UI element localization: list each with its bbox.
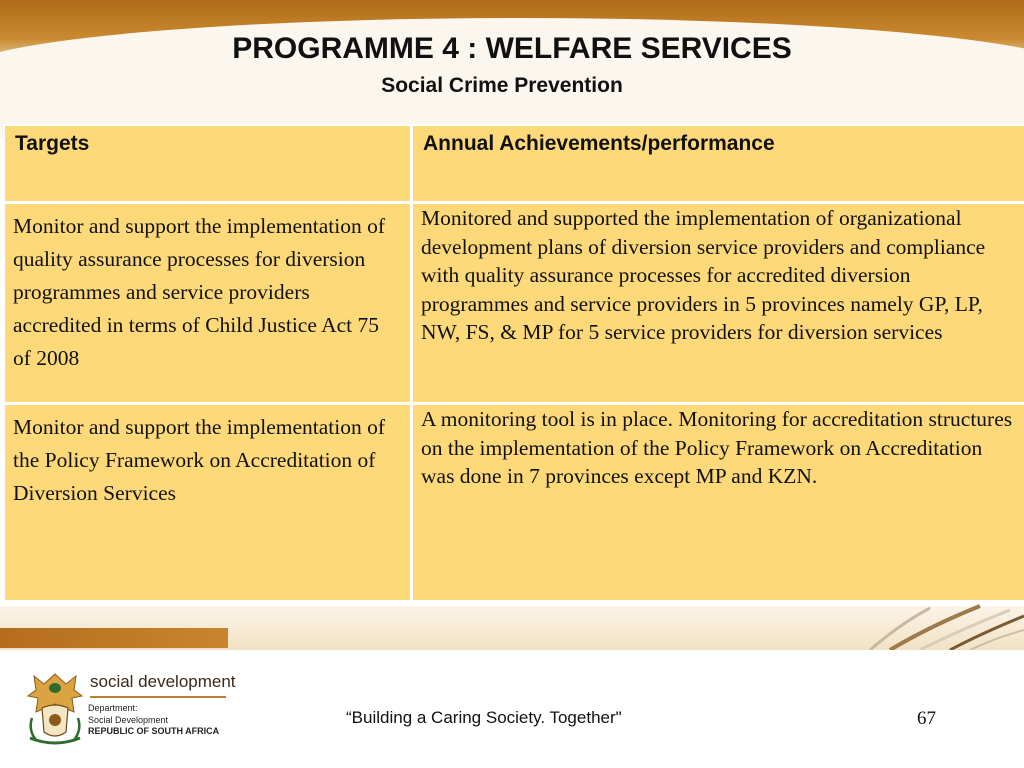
bottom-decor-stripe — [0, 628, 228, 648]
row-2-achievement-text: A monitoring tool is in place. Monitoring for accreditation structures on the implementation of the Policy Framework on Accreditation was done in 7 provinces except MP and KZN. — [421, 407, 1013, 488]
dept-line-3: REPUBLIC OF SOUTH AFRICA — [88, 726, 220, 736]
table-row-2-target-cell — [5, 405, 410, 600]
brand-divider — [90, 696, 226, 698]
dept-line-2: Social Development — [88, 714, 169, 725]
row-2-target-text: Monitor and support the implementation of the Policy Framework on Accreditation of Diversion Services — [13, 415, 386, 505]
dept-line-1: Department: — [88, 703, 138, 713]
slide-subtitle: Social Crime Prevention — [381, 74, 623, 97]
column-header-targets: Targets — [15, 132, 90, 155]
column-header-achievements: Annual Achievements/performance — [423, 132, 775, 155]
targets-table — [3, 124, 1024, 602]
table-row-1-target-cell — [5, 204, 410, 402]
brand-name: social development — [90, 672, 236, 691]
table-row-1-achievement-cell — [413, 204, 1024, 402]
page-number: 67 — [917, 708, 936, 729]
row-1-achievement-text: Monitored and supported the implementation of organizational development plans of diversion service providers and compliance with quality assurance processes for accredited diversion programmes and service providers in 5 provinces namely GP, LP, NW, FS, & MP for 5 service providers for diversion services — [421, 206, 986, 344]
footer-slogan: “Building a Caring Society. Together" — [346, 708, 622, 727]
table-row-2-achievement-cell — [413, 405, 1024, 600]
slide-title: PROGRAMME 4 : WELFARE SERVICES — [232, 32, 792, 65]
department-block — [88, 703, 219, 738]
coat-of-arms-icon — [22, 668, 88, 748]
header-cell-achievements — [413, 126, 1024, 201]
row-1-target-text: Monitor and support the implementation of quality assurance processes for diversion programmes and service providers accredited in terms of Child Justice Act 75 of 2008 — [13, 214, 386, 370]
grass-decor-icon — [860, 604, 1024, 650]
header-cell-targets — [5, 126, 410, 201]
